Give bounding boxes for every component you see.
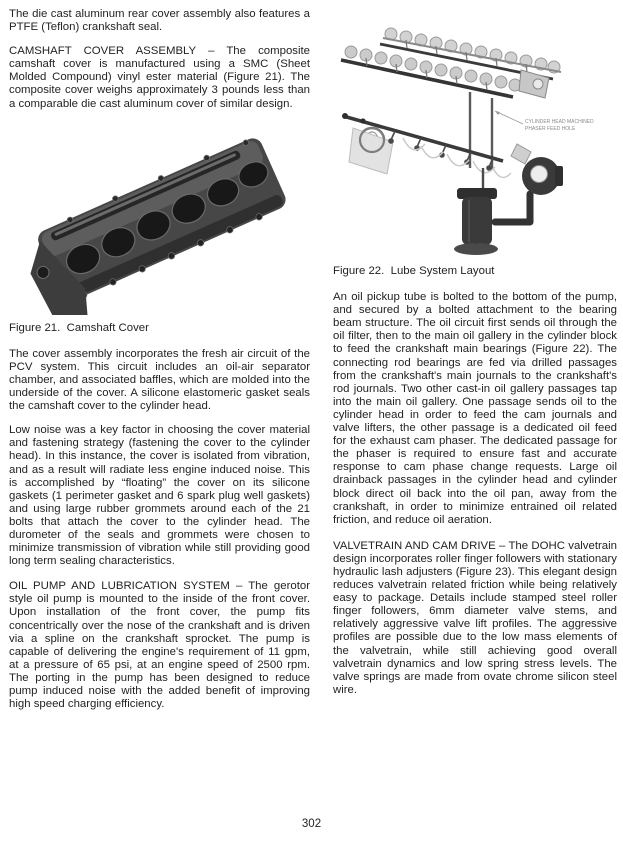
page-number: 302 xyxy=(301,818,322,830)
paragraph-oil-pickup: An oil pickup tube is bolted to the bottom of the pump, and secured by a bolted attachment to the bearing beam structure. The oil circuit first sends oil through the oil filter, then to the main oil gallery in the cylinder block to feed the crankshaft main bearings (Figure 22). The connecting rod bearings are fed via drilled passages from the crankshaft's main journals to the crankshaft's rod journals. Two other cast-in oil gallery passages tap into the main oil gallery. One passage sends oil to the cylinder head in order to feed the cam journals and valve lifters, the other passage is a dedicated oil feed for the exhaust cam phaser. The dedicated passage for the phaser is required to ensure fast and accurate response to cam phase change requests. Large oil drainback passages in the cylinder head and cylinder block direct oil back into the oil pan, away from the crankshaft, in order to minimize entrained oil related friction, and reduce oil aeration. xyxy=(333,291,617,526)
paragraph-oil-pump: OIL PUMP AND LUBRICATION SYSTEM – The gerotor style oil pump is mounted to the inside of the front cover. Upon installation of the front cover, the pump fits concentrically over the nose of the crankshaft and is driven via a spline on the crankshaft sprocket. The pump is capable of delivering the engine's requirement of 11 gpm, at a pressure of 65 psi, at an engine speed of 2500 rpm. The porting in the pump has been designed to reduce pump induced noise with the added benefit of improving high speed charging efficiency. xyxy=(9,580,310,711)
figure-22-annotation-line2: PHASER FEED HOLE xyxy=(525,126,576,132)
paragraph-low-noise: Low noise was a key factor in choosing the cover material and fastening strategy (fastening the cover to the cylinder head). In this instance, the cover is isolated from vibration, and as a result will radiate less engine induced noise. This is accomplished by “floating” the cover on its silicone gaskets (1 perimeter gasket and 6 spark plug well gaskets) and using large rubber grommets around each of the 21 bolts that attach the cover to the cylinder head. The durometer of the seals and grommets were chosen to minimize transmission of vibration while still providing good long term sealing characteristics. xyxy=(9,424,310,568)
figure-22-caption: Figure 22. Lube System Layout xyxy=(333,265,495,277)
paragraph-cover-assembly: The cover assembly incorporates the fresh air circuit of the PCV system. This circuit includes an oil-air separator chamber, and associated baffles, which are molded into the underside of the cover. A silicone elastomeric gasket seals the camshaft cover to the cylinder head. xyxy=(9,347,310,413)
paragraph-valvetrain: VALVETRAIN AND CAM DRIVE – The DOHC valvetrain design incorporates roller finger followers with stationary hydraulic lash adjusters (Figure 23). This elegant design reduces valvetrain related friction while being relatively easy to package. Details include stamped steel roller finger followers, 6mm diameter valve stems, and relatively aggressive valve lift profiles. The aggressive profiles are possible due to the low mass elements of the valvetrain, while still achieving good overall valvetrain dynamics and low spring stress levels. The valve springs are made from ovate chrome silicon steel wire. xyxy=(333,539,617,696)
figure-21-photo xyxy=(9,125,310,315)
figure-22-drawing xyxy=(333,8,617,256)
camshaft-cover-image xyxy=(9,125,310,315)
left-column xyxy=(9,8,310,722)
paragraph-camshaft-cover-assembly: CAMSHAFT COVER ASSEMBLY – The composite camshaft cover is manufactured using a SMC (Sheet Molded Compound) vinyl ester material (Figure 21). The composite cover weighs approximately 3 pounds less than a comparable die cast aluminum cover of similar design. xyxy=(9,45,310,110)
paragraph-intro: The die cast aluminum rear cover assembly also features a PTFE (Teflon) crankshaft seal. xyxy=(9,8,310,34)
figure-21-caption: Figure 21. Camshaft Cover xyxy=(9,321,149,334)
figure-22-annotation-line1: CYLINDER HEAD MACHINED xyxy=(525,119,594,125)
right-column xyxy=(333,8,617,708)
lube-system-image xyxy=(333,8,617,256)
